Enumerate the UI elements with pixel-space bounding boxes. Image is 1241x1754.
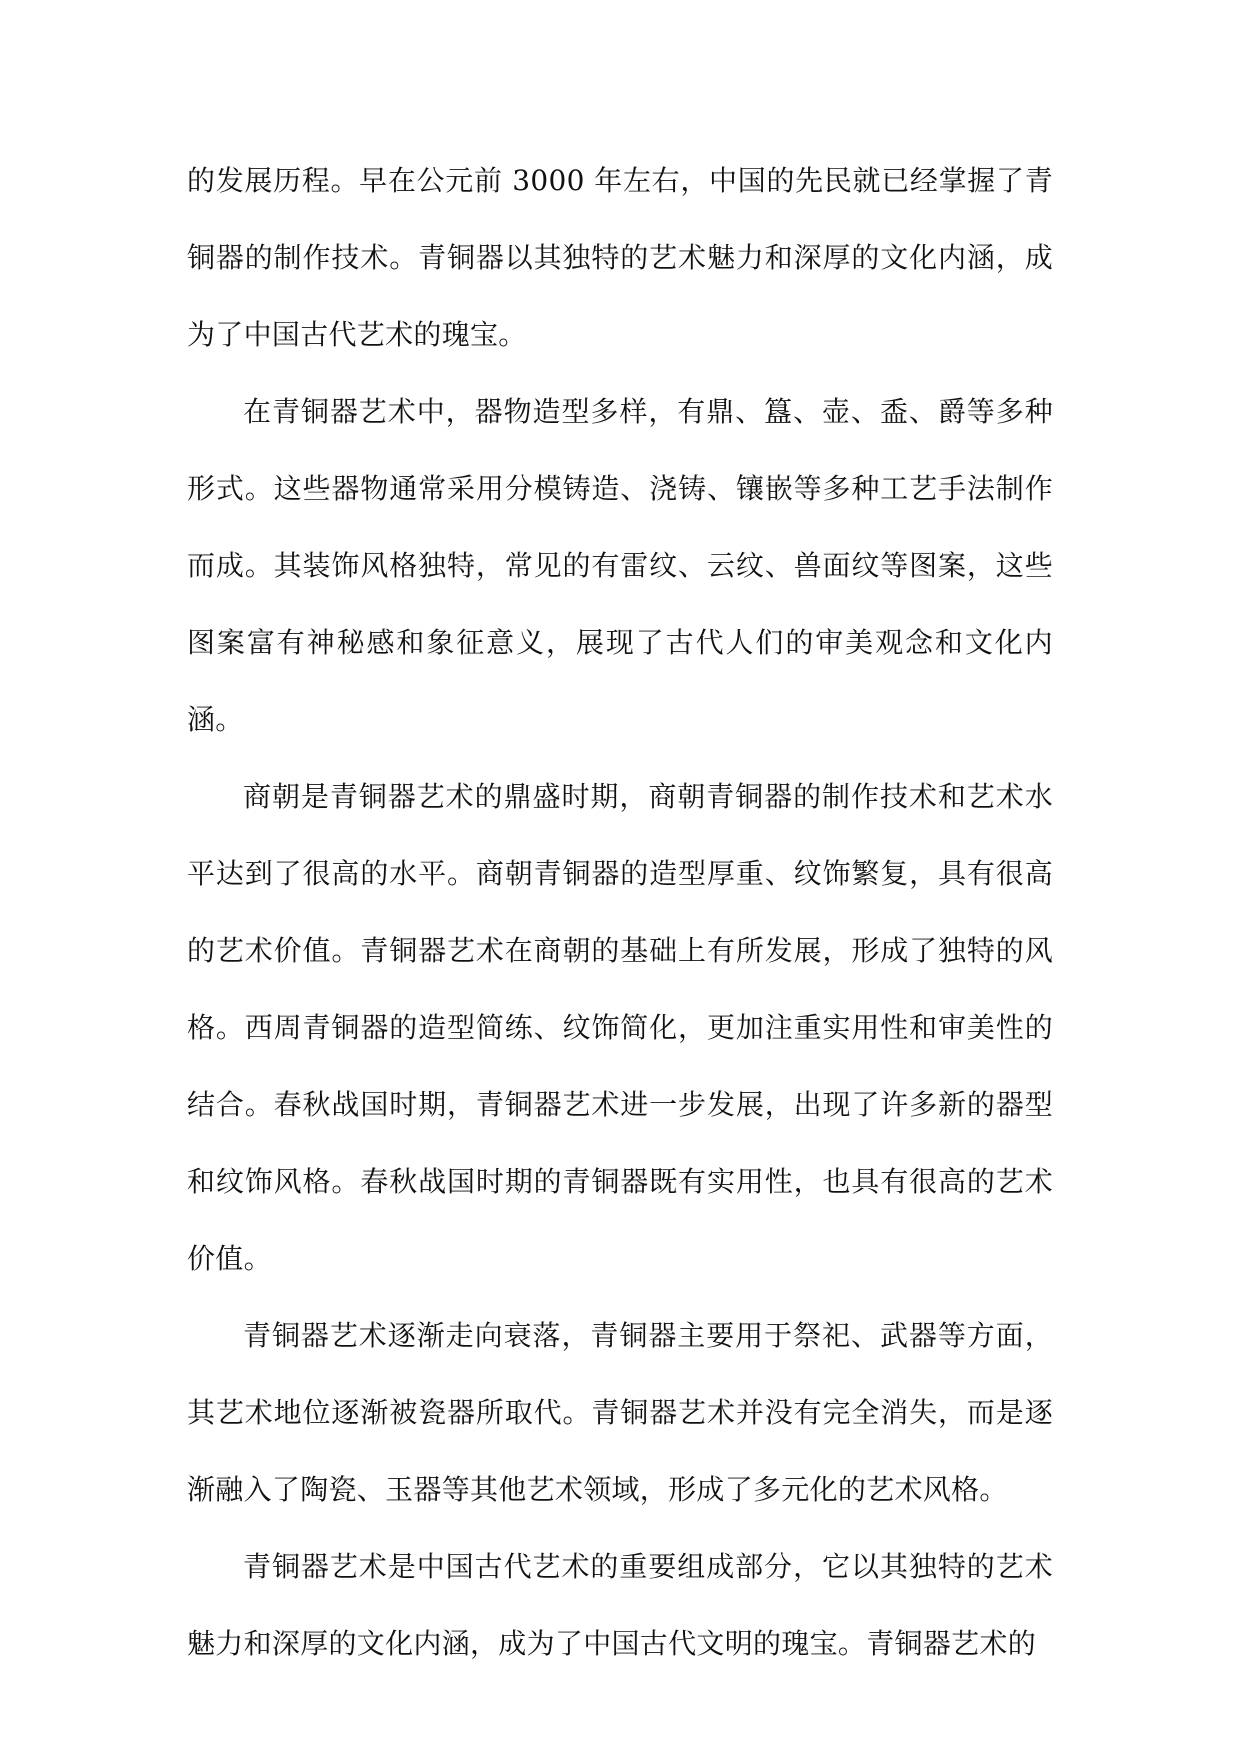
- paragraph-1: 的发展历程。早在公元前 3000 年左右，中国的先民就已经掌握了青铜器的制作技术。青铜器以其独特的艺术魅力和深厚的文化内涵，成为了中国古代艺术的瑰宝。: [187, 164, 1053, 351]
- paragraph-4: 青铜器艺术逐渐走向衰落，青铜器主要用于祭祀、武器等方面，其艺术地位逐渐被瓷器所取代。青铜器艺术并没有完全消失，而是逐渐融入了陶瓷、玉器等其他艺术领域，形成了多元化的艺术风格。: [187, 1319, 1053, 1506]
- paragraph-2: 在青铜器艺术中，器物造型多样，有鼎、簋、壶、盉、爵等多种形式。这些器物通常采用分模铸造、浇铸、镶嵌等多种工艺手法制作而成。其装饰风格独特，常见的有雷纹、云纹、兽面纹等图案，这些图案富有神秘感和象征意义，展现了古代人们的审美观念和文化内涵。: [187, 395, 1053, 736]
- paragraph-3: 商朝是青铜器艺术的鼎盛时期，商朝青铜器的制作技术和艺术水平达到了很高的水平。商朝青铜器的造型厚重、纹饰繁复，具有很高的艺术价值。青铜器艺术在商朝的基础上有所发展，形成了独特的风格。西周青铜器的造型简练、纹饰简化，更加注重实用性和审美性的结合。春秋战国时期，青铜器艺术进一步发展，出现了许多新的器型和纹饰风格。春秋战国时期的青铜器既有实用性，也具有很高的艺术价值。: [187, 780, 1053, 1275]
- document-body: [187, 142, 1053, 1682]
- paragraph-5: 青铜器艺术是中国古代艺术的重要组成部分，它以其独特的艺术魅力和深厚的文化内涵，成为了中国古代文明的瑰宝。青铜器艺术的: [187, 1550, 1053, 1660]
